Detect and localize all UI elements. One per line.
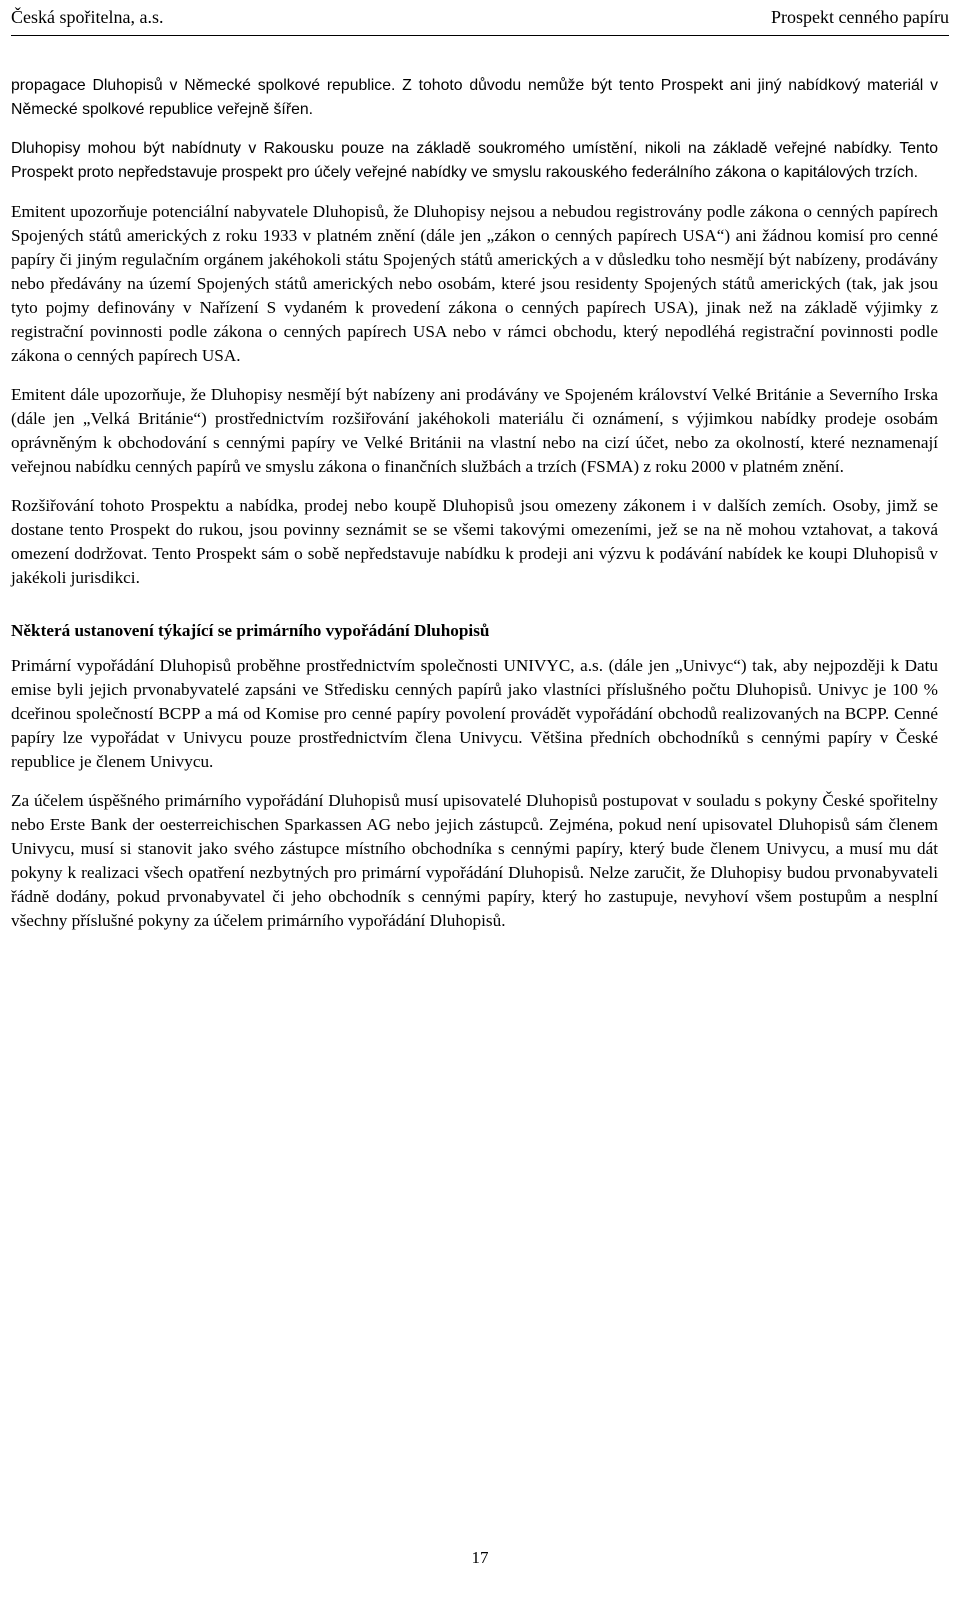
document-body: [11, 74, 938, 948]
page-number: 17: [471, 1548, 489, 1567]
paragraph-great-britain: Emitent dále upozorňuje, že Dluhopisy nesmějí být nabízeny ani prodávány ve Spojeném království Velké Británie a Severního Irska (dále jen „Velká Británie“) prostřednictvím rozšiřování jakéhokoli materiálu či oznámení, s výjimkou nabídky prodeje osobám oprávněným k obchodování s cennými papíry ve Velké Británii na vlastní nebo na cizí účet, nebo za okolností, které neznamenají veřejnou nabídku cenných papírů ve smyslu zákona o finančních službách a trzích (FSMA) z roku 2000 v platném znění.: [11, 385, 938, 476]
header-issuer: Česká spořitelna, a.s.: [11, 7, 164, 27]
paragraph-germany: propagace Dluhopisů v Německé spolkové republice. Z tohoto důvodu nemůže být tento Prospekt ani jiný nabídkový materiál v Německé spolkové republice veřejně šířen.: [11, 77, 938, 118]
paragraph-usa: Emitent upozorňuje potenciální nabyvatele Dluhopisů, že Dluhopisy nejsou a nebudou registrovány podle zákona o cenných papírech Spojených států amerických z roku 1933 v platném znění (dále jen „zákon o cenných papírech USA“) ani žádnou komisí pro cenné papíry či jiným regulačním orgánem jakéhokoli státu Spojených států amerických a v důsledku toho nesmějí být nabízeny, prodávány nebo předávány na území Spojených států amerických nebo osobám, které jsou residenty Spojených států amerických (tak, jak jsou tyto pojmy definovány v Nařízení S vydaném k provedení zákona o cenných papírech USA), jinak než na základě výjimky z registrační povinnosti podle zákona o cenných papírech USA nebo v rámci obchodu, který nepodléhá registrační povinnosti podle zákona o cenných papírech USA.: [11, 202, 938, 365]
section-heading: Některá ustanovení týkající se primárního vypořádání Dluhopisů: [11, 621, 490, 640]
header-document-title: Prospekt cenného papíru: [771, 7, 949, 27]
paragraph-austria: Dluhopisy mohou být nabídnuty v Rakousku pouze na základě soukromého umístění, nikoli na základě veřejné nabídky. Tento Prospekt proto nepředstavuje prospekt pro účely veřejné nabídky ve smyslu rakouského federálního zákona o kapitálových trzích.: [11, 140, 938, 181]
page-header: [11, 3, 949, 36]
paragraph-univyc: Primární vypořádání Dluhopisů proběhne prostřednictvím společnosti UNIVYC, a.s. (dále jen „Univyc“) tak, aby nejpozději k Datu emise byli jejich prvonabyvatelé zapsáni ve Středisku cenných papírů jako vlastníci příslušného počtu Dluhopisů. Univyc je 100 % dceřinou společností BCPP a má od Komise pro cenné papíry povolení provádět vypořádání obchodů realizovaných na BCPP. Cenné papíry lze vypořádat v Univycu pouze prostřednictvím člena Univycu. Většina předních obchodníků s cennými papíry v České republice je členem Univycu.: [11, 656, 938, 771]
paragraph-settlement: Za účelem úspěšného primárního vypořádání Dluhopisů musí upisovatelé Dluhopisů postupovat v souladu s pokyny České spořitelny nebo Erste Bank der oesterreichischen Sparkassen AG nebo jejich zástupců. Zejména, pokud není upisovatel Dluhopisů sám členem Univycu, musí si stanovit jako svého zástupce místního obchodníka s cennými papíry, který bude členem Univycu, a musí mu dát pokyny k realizaci všech opatření nezbytných pro primární vypořádání Dluhopisů. Nelze zaručit, že Dluhopisy budou prvonabyvateli řádně dodány, pokud prvonabyvatel či jeho obchodník s cennými papíry, který ho zastupuje, nevyhoví všem postupům a nesplní všechny příslušné pokyny za účelem primárního vypořádání Dluhopisů.: [11, 791, 938, 930]
paragraph-other-countries: Rozšiřování tohoto Prospektu a nabídka, prodej nebo koupě Dluhopisů jsou omezeny zákonem i v dalších zemích. Osoby, jimž se dostane tento Prospekt do rukou, jsou povinny seznámit se se všemi takovými omezeními, jež se na ně mohou vztahovat, a taková omezení dodržovat. Tento Prospekt sám o sobě nepředstavuje nabídku k prodeji ani výzvu k podávání nabídek ke koupi Dluhopisů v jakékoli jurisdikci.: [11, 496, 938, 587]
